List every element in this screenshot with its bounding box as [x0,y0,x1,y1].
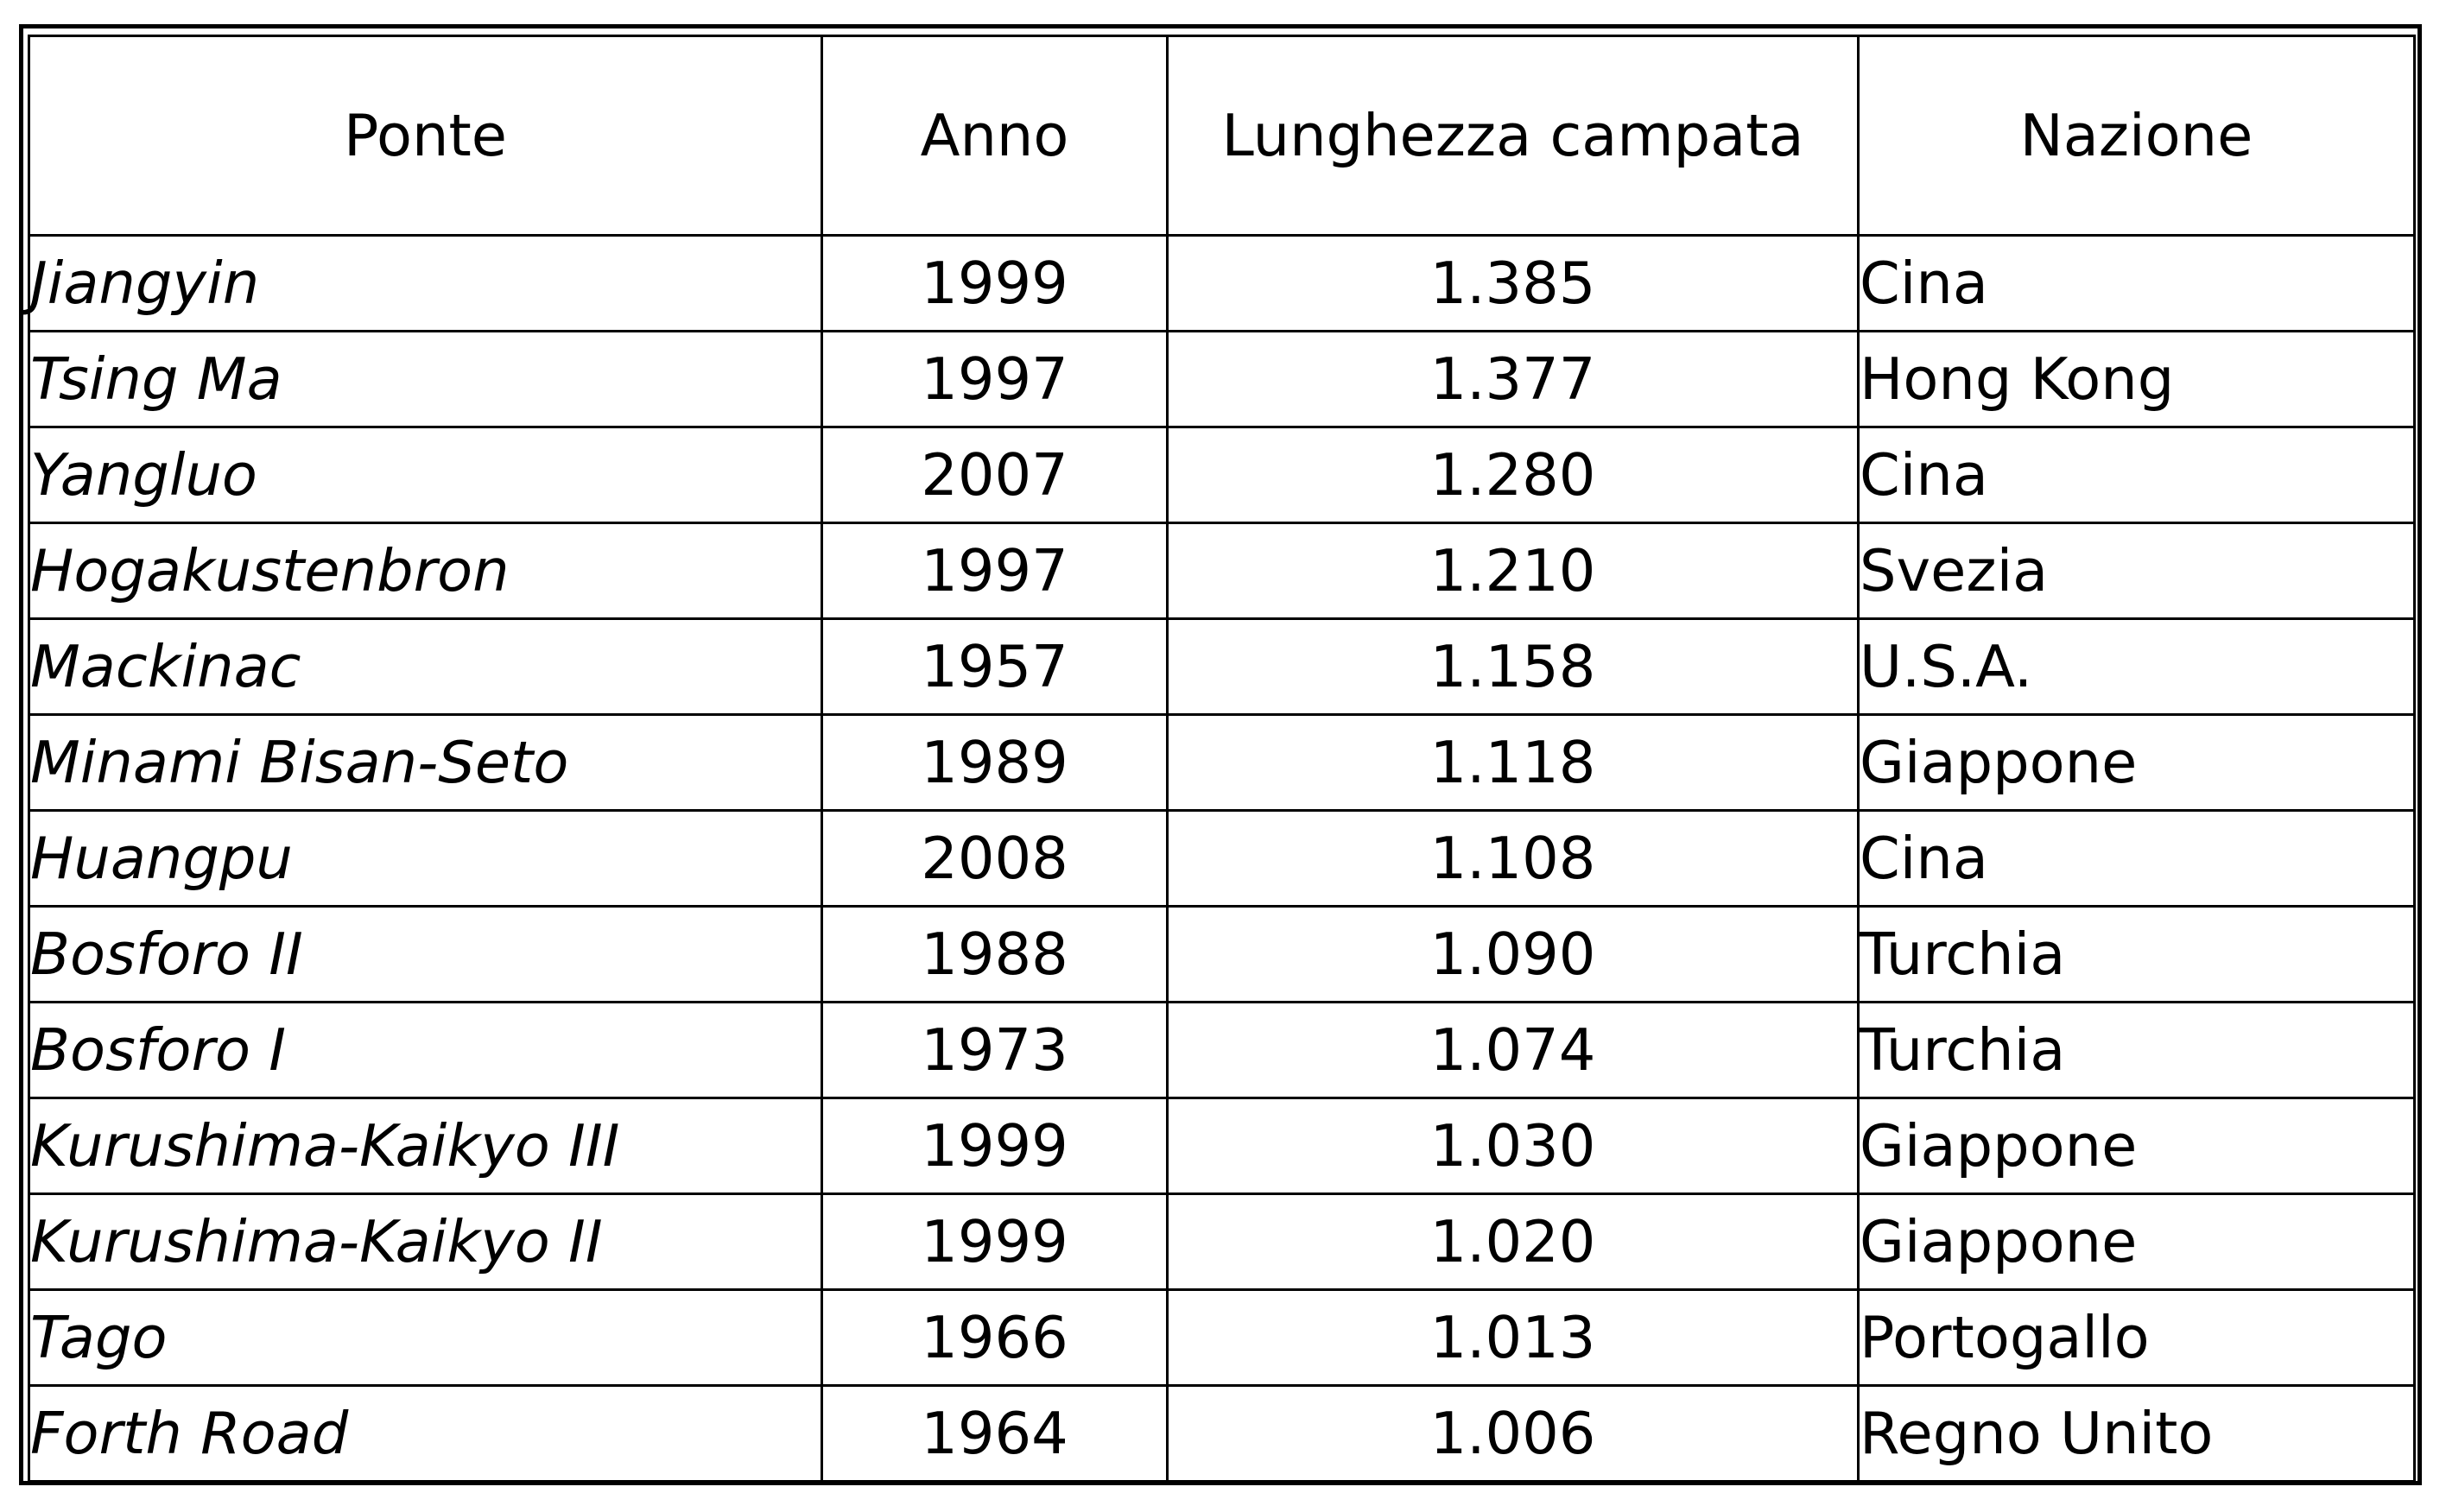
cell-lunghezza-campata: 1.090 [1168,907,1859,1003]
cell-lunghezza-campata: 1.280 [1168,427,1859,523]
cell-ponte: Tsing Ma [29,332,822,427]
table-row [29,1290,2415,1386]
cell-lunghezza-campata: 1.158 [1168,619,1859,715]
cell-nazione: Giappone [1859,1098,2415,1194]
table-row [29,523,2415,619]
table-row [29,1003,2415,1098]
table-row [29,427,2415,523]
cell-nazione: Turchia [1859,907,2415,1003]
cell-ponte: Kurushima-Kaikyo III [29,1098,822,1194]
cell-nazione: Svezia [1859,523,2415,619]
cell-ponte: Bosforo II [29,907,822,1003]
table-row [29,332,2415,427]
bridges-table [28,35,2416,1483]
cell-ponte: Jiangyin [29,236,822,332]
cell-nazione: Hong Kong [1859,332,2415,427]
cell-anno: 1964 [822,1386,1168,1482]
cell-lunghezza-campata: 1.020 [1168,1194,1859,1290]
cell-lunghezza-campata: 1.210 [1168,523,1859,619]
cell-anno: 1997 [822,332,1168,427]
cell-ponte: Hogakustenbron [29,523,822,619]
cell-ponte: Huangpu [29,811,822,907]
cell-nazione: Turchia [1859,1003,2415,1098]
cell-lunghezza-campata: 1.013 [1168,1290,1859,1386]
cell-anno: 1973 [822,1003,1168,1098]
cell-anno: 1957 [822,619,1168,715]
table-body [29,236,2415,1482]
header-nazione: Nazione [1859,36,2415,236]
cell-ponte: Bosforo I [29,1003,822,1098]
cell-anno: 1997 [822,523,1168,619]
cell-lunghezza-campata: 1.118 [1168,715,1859,811]
cell-ponte: Forth Road [29,1386,822,1482]
cell-anno: 1988 [822,907,1168,1003]
table-row [29,1098,2415,1194]
table-row [29,619,2415,715]
cell-nazione: Giappone [1859,715,2415,811]
table-row [29,811,2415,907]
cell-nazione: Giappone [1859,1194,2415,1290]
cell-anno: 2008 [822,811,1168,907]
cell-ponte: Tago [29,1290,822,1386]
cell-anno: 1999 [822,1194,1168,1290]
cell-lunghezza-campata: 1.030 [1168,1098,1859,1194]
cell-lunghezza-campata: 1.377 [1168,332,1859,427]
cell-nazione: Regno Unito [1859,1386,2415,1482]
cell-ponte: Mackinac [29,619,822,715]
cell-ponte: Kurushima-Kaikyo II [29,1194,822,1290]
cell-ponte: Minami Bisan-Seto [29,715,822,811]
cell-nazione: Portogallo [1859,1290,2415,1386]
cell-nazione: Cina [1859,811,2415,907]
cell-ponte: Yangluo [29,427,822,523]
cell-lunghezza-campata: 1.074 [1168,1003,1859,1098]
header-ponte: Ponte [29,36,822,236]
cell-anno: 1999 [822,1098,1168,1194]
cell-lunghezza-campata: 1.108 [1168,811,1859,907]
table-row [29,715,2415,811]
header-lunghezza-campata: Lunghezza campata [1168,36,1859,236]
table-row [29,907,2415,1003]
table-row [29,236,2415,332]
table-row [29,1194,2415,1290]
cell-nazione: Cina [1859,236,2415,332]
cell-lunghezza-campata: 1.385 [1168,236,1859,332]
cell-anno: 2007 [822,427,1168,523]
cell-nazione: U.S.A. [1859,619,2415,715]
header-row [29,36,2415,236]
header-anno: Anno [822,36,1168,236]
cell-anno: 1966 [822,1290,1168,1386]
cell-anno: 1999 [822,236,1168,332]
cell-nazione: Cina [1859,427,2415,523]
table-row [29,1386,2415,1482]
cell-anno: 1989 [822,715,1168,811]
cell-lunghezza-campata: 1.006 [1168,1386,1859,1482]
